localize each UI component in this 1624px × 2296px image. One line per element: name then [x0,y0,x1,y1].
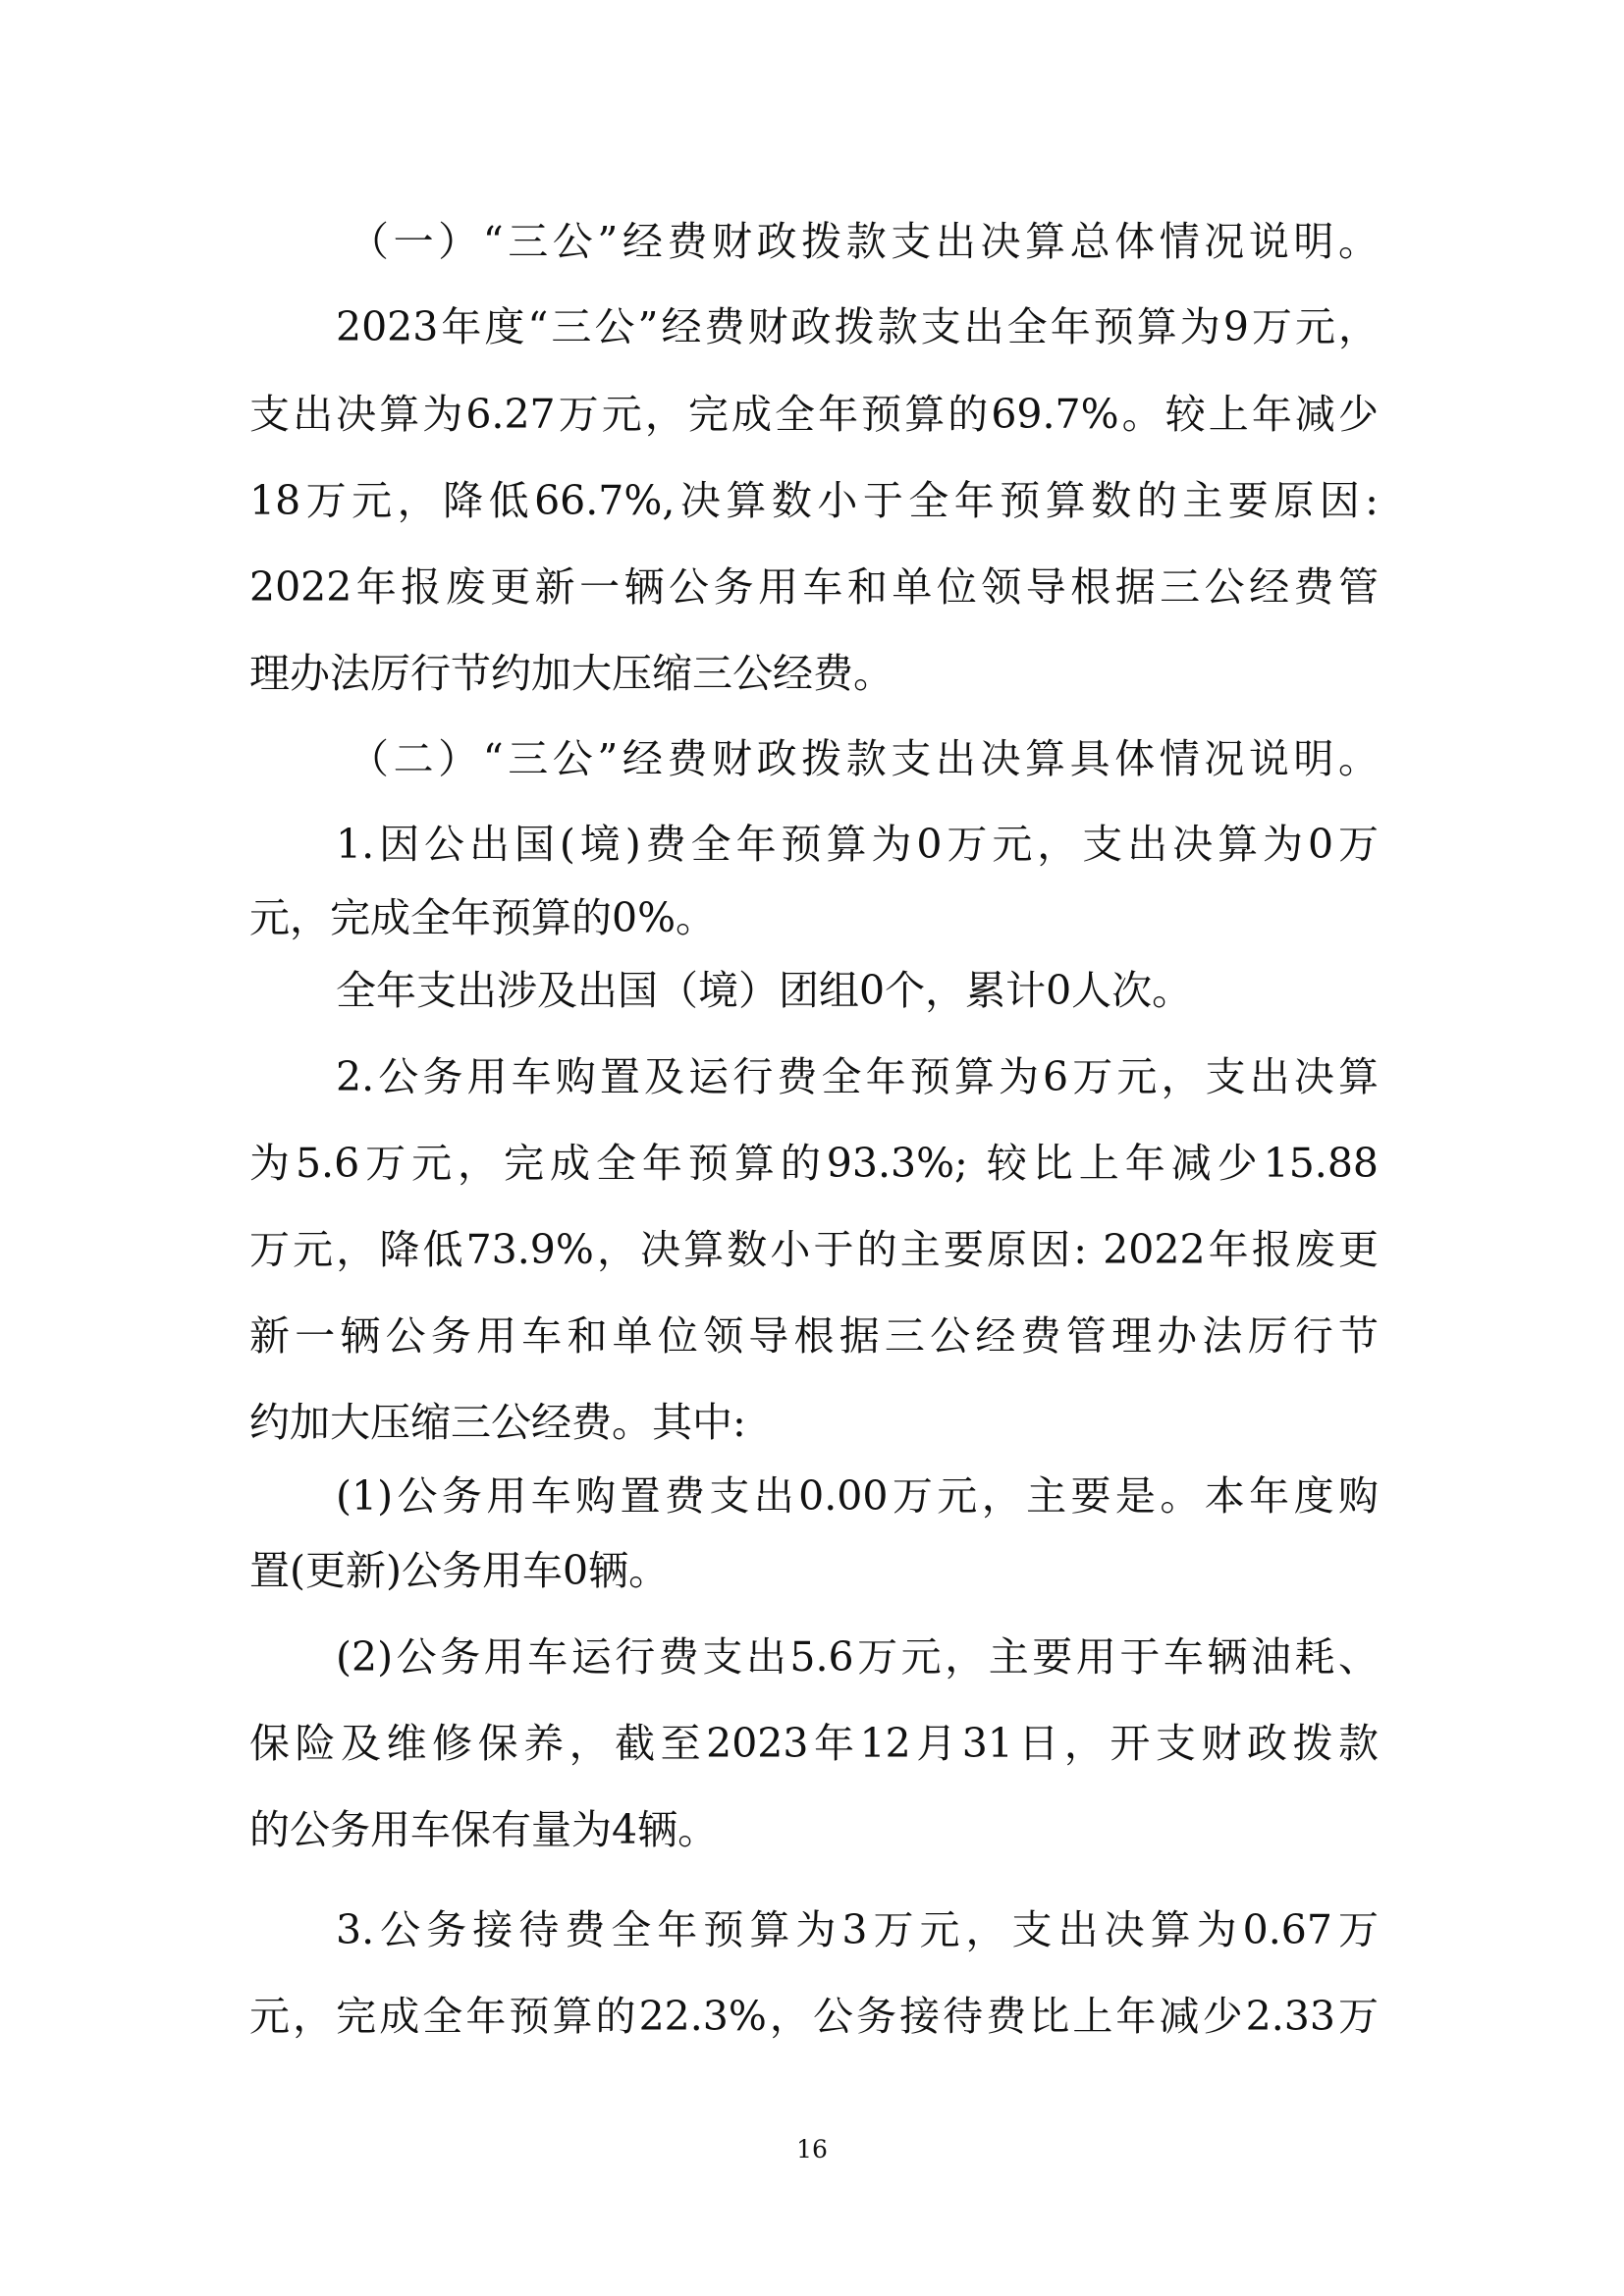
paragraph-line: 1.因公出国(境)费全年预算为0万元，支出决算为0万 [336,821,1379,868]
paragraph-line: 置(更新)公务用车0辆。 [249,1547,670,1594]
paragraph-line: 18万元，降低66.7%,决算数小于全年预算数的主要原因: [249,477,1379,524]
page-number: 16 [796,2135,828,2163]
paragraph-line: 支出决算为6.27万元，完成全年预算的69.7%。较上年减少 [249,391,1379,438]
paragraph-line: 2.公务用车购置及运行费全年预算为6万元，支出决算 [336,1053,1379,1100]
paragraph-line: 约加大压缩三公经费。其中: [249,1399,746,1446]
paragraph-line: 元，完成全年预算的22.3%，公务接待费比上年减少2.33万 [249,1993,1379,2040]
paragraph-line: 理办法厉行节约加大压缩三公经费。 [249,650,893,697]
paragraph-line: 2023年度“三公”经费财政拨款支出全年预算为9万元， [336,303,1379,350]
paragraph-line: (1)公务用车购置费支出0.00万元，主要是。本年度购 [336,1472,1379,1520]
paragraph-line: 3.公务接待费全年预算为3万元，支出决算为0.67万 [336,1906,1379,1953]
paragraph-line: 2022年报废更新一辆公务用车和单位领导根据三公经费管 [249,563,1379,611]
section-heading-1: （一）“三公”经费财政拨款支出决算总体情况说明。 [349,218,1379,265]
paragraph-line: 全年支出涉及出国（境）团组0个，累计0人次。 [336,967,1193,1014]
paragraph-line: 保险及维修保养，截至2023年12月31日，开支财政拨款 [249,1720,1379,1767]
paragraph-line: 的公务用车保有量为4辆。 [249,1806,719,1853]
paragraph-line: 新一辆公务用车和单位领导根据三公经费管理办法厉行节 [249,1312,1379,1360]
paragraph-line: 为5.6万元，完成全年预算的93.3%; 较比上年减少15.88 [249,1140,1379,1187]
paragraph-line: (2)公务用车运行费支出5.6万元，主要用于车辆油耗、 [336,1633,1379,1681]
section-heading-2: （二）“三公”经费财政拨款支出决算具体情况说明。 [349,735,1379,782]
paragraph-line: 元，完成全年预算的0%。 [249,894,717,941]
paragraph-line: 万元，降低73.9%，决算数小于的主要原因: 2022年报废更 [249,1226,1379,1273]
